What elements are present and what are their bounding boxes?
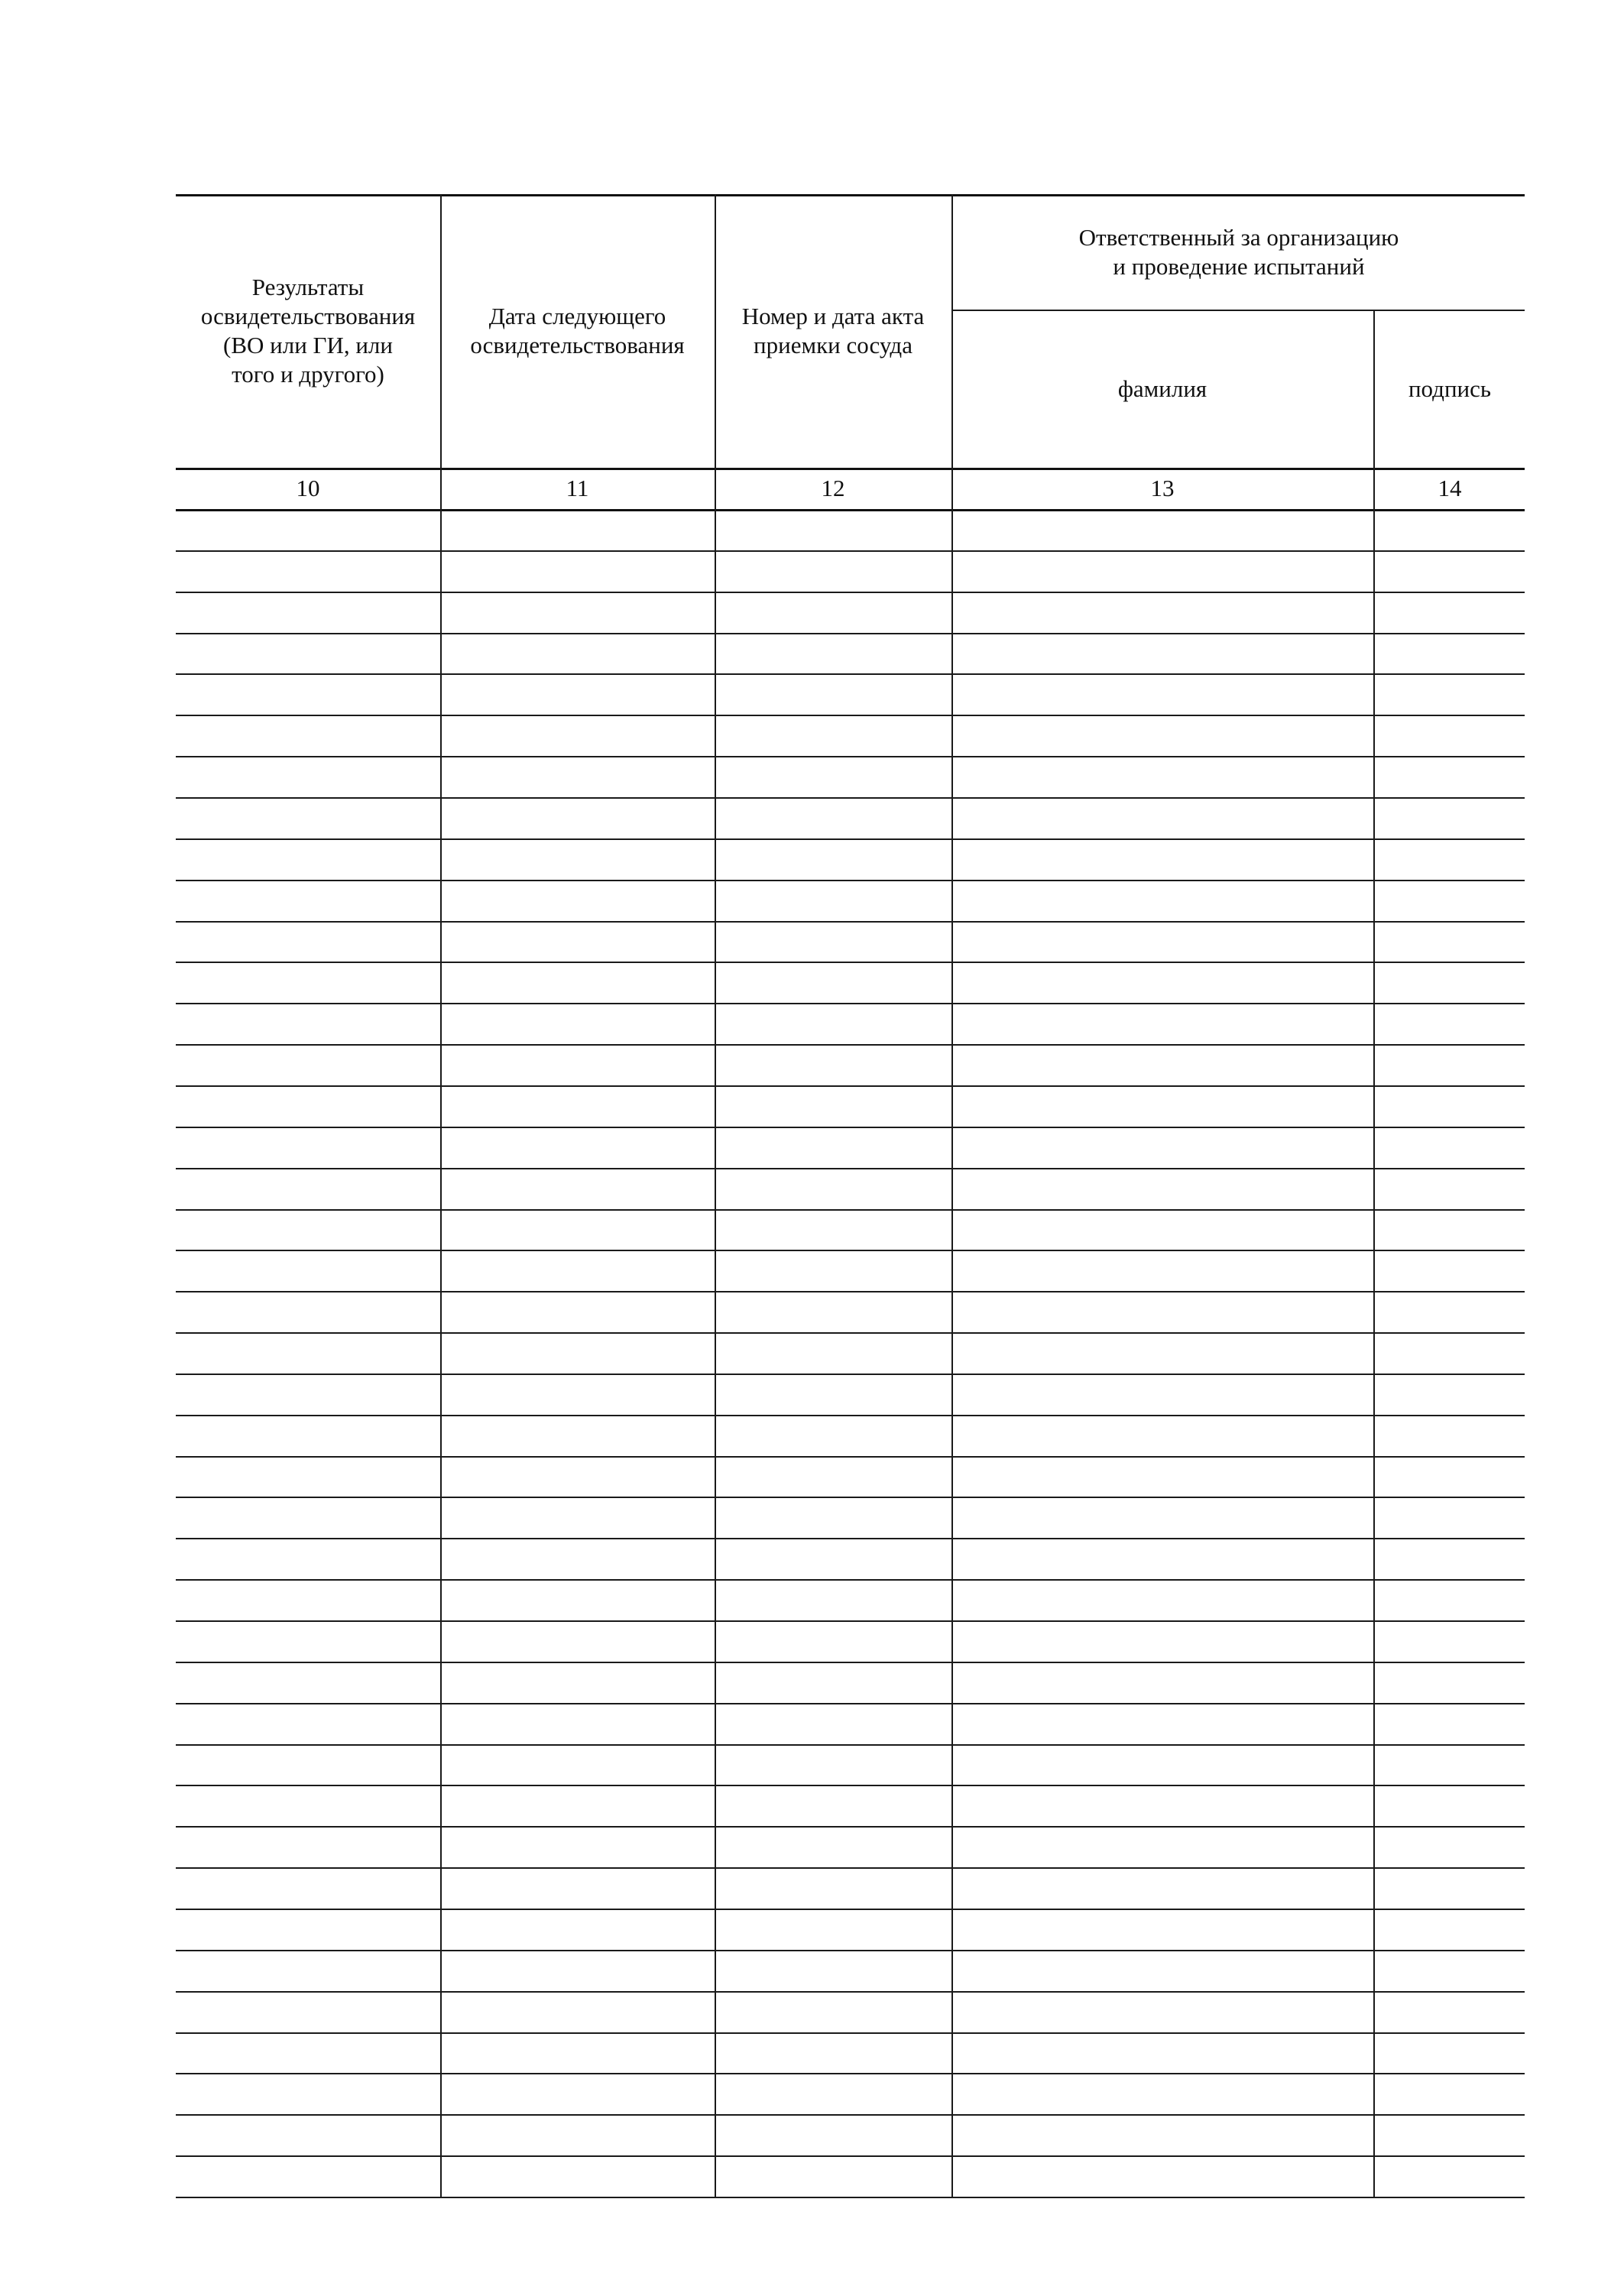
row-26-cell-10[interactable]: [177, 1539, 440, 1578]
row-23-cell-12[interactable]: [716, 1416, 951, 1455]
row-7-cell-13[interactable]: [953, 757, 1373, 796]
row-27-cell-14[interactable]: [1375, 1581, 1525, 1620]
row-40-cell-11[interactable]: [442, 2116, 715, 2155]
row-33-cell-14[interactable]: [1375, 1828, 1525, 1867]
column-number-12: 12: [821, 475, 845, 501]
row-36-cell-14[interactable]: [1375, 1951, 1525, 1990]
row-28-cell-12[interactable]: [716, 1622, 951, 1661]
row-25-cell-13[interactable]: [953, 1498, 1373, 1537]
header-responsible-group: Ответственный за организацию и проведение испытаний: [1078, 223, 1399, 280]
row-34-cell-10[interactable]: [177, 1869, 440, 1908]
row-4-cell-12[interactable]: [716, 634, 951, 673]
row-19-cell-10[interactable]: [177, 1251, 440, 1290]
row-3-cell-14[interactable]: [1375, 593, 1525, 632]
row-11-cell-10[interactable]: [177, 923, 440, 962]
row-39-cell-10[interactable]: [177, 2074, 440, 2113]
row-7-cell-14[interactable]: [1375, 757, 1525, 796]
row-1-cell-10[interactable]: [177, 511, 440, 550]
row-27-cell-10[interactable]: [177, 1581, 440, 1620]
row-8-cell-10[interactable]: [177, 799, 440, 838]
row-1-cell-14[interactable]: [1375, 511, 1525, 550]
row-40-cell-10[interactable]: [177, 2116, 440, 2155]
row-25-cell-10[interactable]: [177, 1498, 440, 1537]
row-9-cell-12[interactable]: [716, 840, 951, 879]
row-39-cell-14[interactable]: [1375, 2074, 1525, 2113]
row-28-cell-14[interactable]: [1375, 1622, 1525, 1661]
row-12-cell-13[interactable]: [953, 963, 1373, 1002]
row-5-cell-11[interactable]: [442, 675, 715, 714]
row-23-cell-11[interactable]: [442, 1416, 715, 1455]
row-40-cell-14[interactable]: [1375, 2116, 1525, 2155]
row-7-cell-11[interactable]: [442, 757, 715, 796]
row-41-cell-10[interactable]: [177, 2157, 440, 2196]
row-23-cell-10[interactable]: [177, 1416, 440, 1455]
row-29-cell-12[interactable]: [716, 1663, 951, 1702]
row-19-cell-11[interactable]: [442, 1251, 715, 1290]
row-3-cell-13[interactable]: [953, 593, 1373, 632]
row-10-cell-11[interactable]: [442, 881, 715, 920]
row-3-cell-12[interactable]: [716, 593, 951, 632]
row-40-cell-12[interactable]: [716, 2116, 951, 2155]
row-11-cell-14[interactable]: [1375, 923, 1525, 962]
row-41-bottom-line: [176, 2197, 1525, 2198]
row-9-cell-10[interactable]: [177, 840, 440, 879]
row-5-cell-14[interactable]: [1375, 675, 1525, 714]
row-20-cell-10[interactable]: [177, 1292, 440, 1331]
row-36-cell-12[interactable]: [716, 1951, 951, 1990]
row-16-cell-11[interactable]: [442, 1128, 715, 1167]
row-8-cell-13[interactable]: [953, 799, 1373, 838]
row-17-cell-10[interactable]: [177, 1169, 440, 1208]
header-act: Номер и дата акта приемки сосуда: [741, 303, 925, 358]
row-36-cell-11[interactable]: [442, 1951, 715, 1990]
row-4-cell-10[interactable]: [177, 634, 440, 673]
row-33-cell-10[interactable]: [177, 1828, 440, 1867]
row-13-cell-10[interactable]: [177, 1004, 440, 1043]
row-26-cell-14[interactable]: [1375, 1539, 1525, 1578]
row-38-cell-10[interactable]: [177, 2034, 440, 2073]
row-27-cell-13[interactable]: [953, 1581, 1373, 1620]
row-12-cell-11[interactable]: [442, 963, 715, 1002]
row-15-cell-13[interactable]: [953, 1087, 1373, 1126]
row-40-cell-13[interactable]: [953, 2116, 1373, 2155]
row-7-cell-10[interactable]: [177, 757, 440, 796]
row-23-cell-14[interactable]: [1375, 1416, 1525, 1455]
column-number-14: 14: [1438, 475, 1462, 501]
row-35-cell-10[interactable]: [177, 1910, 440, 1949]
row-6-cell-10[interactable]: [177, 716, 440, 755]
row-29-cell-10[interactable]: [177, 1663, 440, 1702]
row-11-cell-13[interactable]: [953, 923, 1373, 962]
row-39-cell-11[interactable]: [442, 2074, 715, 2113]
row-3-cell-10[interactable]: [177, 593, 440, 632]
row-38-cell-11[interactable]: [442, 2034, 715, 2073]
row-4-cell-14[interactable]: [1375, 634, 1525, 673]
row-33-cell-13[interactable]: [953, 1828, 1373, 1867]
row-27-cell-11[interactable]: [442, 1581, 715, 1620]
row-17-cell-13[interactable]: [953, 1169, 1373, 1208]
row-41-cell-12[interactable]: [716, 2157, 951, 2196]
row-22-cell-13[interactable]: [953, 1375, 1373, 1414]
row-37-cell-11[interactable]: [442, 1993, 715, 2032]
row-32-cell-10[interactable]: [177, 1786, 440, 1825]
row-18-cell-10[interactable]: [177, 1211, 440, 1250]
row-25-cell-12[interactable]: [716, 1498, 951, 1537]
row-4-cell-11[interactable]: [442, 634, 715, 673]
row-32-cell-13[interactable]: [953, 1786, 1373, 1825]
column-number-13: 13: [1150, 475, 1175, 501]
row-33-cell-12[interactable]: [716, 1828, 951, 1867]
row-27-cell-12[interactable]: [716, 1581, 951, 1620]
row-12-cell-10[interactable]: [177, 963, 440, 1002]
row-21-cell-10[interactable]: [177, 1334, 440, 1373]
row-19-cell-12[interactable]: [716, 1251, 951, 1290]
row-35-cell-12[interactable]: [716, 1910, 951, 1949]
row-13-cell-14[interactable]: [1375, 1004, 1525, 1043]
row-31-cell-11[interactable]: [442, 1746, 715, 1785]
row-30-cell-11[interactable]: [442, 1704, 715, 1743]
row-15-cell-11[interactable]: [442, 1087, 715, 1126]
row-9-cell-14[interactable]: [1375, 840, 1525, 879]
row-10-cell-13[interactable]: [953, 881, 1373, 920]
row-14-cell-10[interactable]: [177, 1046, 440, 1085]
row-25-cell-11[interactable]: [442, 1498, 715, 1537]
row-12-cell-12[interactable]: [716, 963, 951, 1002]
row-36-cell-13[interactable]: [953, 1951, 1373, 1990]
row-14-cell-14[interactable]: [1375, 1046, 1525, 1085]
row-13-cell-12[interactable]: [716, 1004, 951, 1043]
row-22-cell-14[interactable]: [1375, 1375, 1525, 1414]
row-4-cell-13[interactable]: [953, 634, 1373, 673]
row-38-cell-12[interactable]: [716, 2034, 951, 2073]
row-17-cell-11[interactable]: [442, 1169, 715, 1208]
row-36-cell-10[interactable]: [177, 1951, 440, 1990]
row-18-cell-13[interactable]: [953, 1211, 1373, 1250]
row-17-cell-12[interactable]: [716, 1169, 951, 1208]
row-6-cell-14[interactable]: [1375, 716, 1525, 755]
row-20-cell-11[interactable]: [442, 1292, 715, 1331]
row-2-cell-14[interactable]: [1375, 552, 1525, 591]
row-34-cell-13[interactable]: [953, 1869, 1373, 1908]
row-2-cell-11[interactable]: [442, 552, 715, 591]
row-2-cell-10[interactable]: [177, 552, 440, 591]
row-13-cell-13[interactable]: [953, 1004, 1373, 1043]
row-5-cell-12[interactable]: [716, 675, 951, 714]
row-31-cell-10[interactable]: [177, 1746, 440, 1785]
row-34-cell-12[interactable]: [716, 1869, 951, 1908]
row-3-cell-11[interactable]: [442, 593, 715, 632]
row-38-cell-13[interactable]: [953, 2034, 1373, 2073]
row-15-cell-10[interactable]: [177, 1087, 440, 1126]
row-16-cell-14[interactable]: [1375, 1128, 1525, 1167]
row-19-cell-13[interactable]: [953, 1251, 1373, 1290]
row-34-cell-11[interactable]: [442, 1869, 715, 1908]
row-31-cell-12[interactable]: [716, 1746, 951, 1785]
row-32-cell-14[interactable]: [1375, 1786, 1525, 1825]
row-5-cell-13[interactable]: [953, 675, 1373, 714]
row-24-cell-14[interactable]: [1375, 1458, 1525, 1497]
row-32-cell-11[interactable]: [442, 1786, 715, 1825]
row-37-cell-13[interactable]: [953, 1993, 1373, 2032]
row-18-cell-12[interactable]: [716, 1211, 951, 1250]
row-41-cell-13[interactable]: [953, 2157, 1373, 2196]
row-16-cell-10[interactable]: [177, 1128, 440, 1167]
row-22-cell-11[interactable]: [442, 1375, 715, 1414]
row-37-cell-10[interactable]: [177, 1993, 440, 2032]
header-signature: подпись: [1408, 375, 1492, 402]
row-10-cell-10[interactable]: [177, 881, 440, 920]
row-8-cell-12[interactable]: [716, 799, 951, 838]
row-22-cell-12[interactable]: [716, 1375, 951, 1414]
row-15-cell-14[interactable]: [1375, 1087, 1525, 1126]
row-41-cell-14[interactable]: [1375, 2157, 1525, 2196]
row-16-cell-12[interactable]: [716, 1128, 951, 1167]
row-30-cell-13[interactable]: [953, 1704, 1373, 1743]
row-26-cell-13[interactable]: [953, 1539, 1373, 1578]
row-21-cell-11[interactable]: [442, 1334, 715, 1373]
row-24-cell-12[interactable]: [716, 1458, 951, 1497]
row-1-cell-13[interactable]: [953, 511, 1373, 550]
row-28-cell-11[interactable]: [442, 1622, 715, 1661]
row-37-cell-12[interactable]: [716, 1993, 951, 2032]
row-30-cell-10[interactable]: [177, 1704, 440, 1743]
row-37-cell-14[interactable]: [1375, 1993, 1525, 2032]
row-23-cell-13[interactable]: [953, 1416, 1373, 1455]
row-10-cell-12[interactable]: [716, 881, 951, 920]
row-29-cell-14[interactable]: [1375, 1663, 1525, 1702]
row-1-cell-12[interactable]: [716, 511, 951, 550]
row-14-cell-13[interactable]: [953, 1046, 1373, 1085]
row-9-cell-11[interactable]: [442, 840, 715, 879]
row-21-cell-12[interactable]: [716, 1334, 951, 1373]
row-24-cell-13[interactable]: [953, 1458, 1373, 1497]
column-number-11: 11: [566, 475, 589, 501]
row-14-cell-12[interactable]: [716, 1046, 951, 1085]
row-22-cell-10[interactable]: [177, 1375, 440, 1414]
row-31-cell-14[interactable]: [1375, 1746, 1525, 1785]
row-17-cell-14[interactable]: [1375, 1169, 1525, 1208]
row-6-cell-12[interactable]: [716, 716, 951, 755]
row-29-cell-13[interactable]: [953, 1663, 1373, 1702]
column-number-10: 10: [296, 475, 320, 501]
row-39-cell-13[interactable]: [953, 2074, 1373, 2113]
header-bottom-border: [176, 468, 1525, 470]
row-8-cell-14[interactable]: [1375, 799, 1525, 838]
row-20-cell-14[interactable]: [1375, 1292, 1525, 1331]
row-33-cell-11[interactable]: [442, 1828, 715, 1867]
row-39-cell-12[interactable]: [716, 2074, 951, 2113]
row-11-cell-12[interactable]: [716, 923, 951, 962]
row-32-cell-12[interactable]: [716, 1786, 951, 1825]
row-31-cell-13[interactable]: [953, 1746, 1373, 1785]
row-1-cell-11[interactable]: [442, 511, 715, 550]
row-26-cell-12[interactable]: [716, 1539, 951, 1578]
header-next-date: Дата следующего освидетельствования: [470, 303, 685, 358]
row-20-cell-12[interactable]: [716, 1292, 951, 1331]
row-12-cell-14[interactable]: [1375, 963, 1525, 1002]
row-11-cell-11[interactable]: [442, 923, 715, 962]
row-7-cell-12[interactable]: [716, 757, 951, 796]
row-2-cell-13[interactable]: [953, 552, 1373, 591]
row-35-cell-14[interactable]: [1375, 1910, 1525, 1949]
row-21-cell-14[interactable]: [1375, 1334, 1525, 1373]
row-21-cell-13[interactable]: [953, 1334, 1373, 1373]
row-30-cell-14[interactable]: [1375, 1704, 1525, 1743]
row-18-cell-14[interactable]: [1375, 1211, 1525, 1250]
row-34-cell-14[interactable]: [1375, 1869, 1525, 1908]
row-20-cell-13[interactable]: [953, 1292, 1373, 1331]
header-results: Результаты освидетельствования (ВО или ГИ, или того и другого): [200, 274, 416, 388]
row-29-cell-11[interactable]: [442, 1663, 715, 1702]
row-28-cell-13[interactable]: [953, 1622, 1373, 1661]
row-14-cell-11[interactable]: [442, 1046, 715, 1085]
row-26-cell-11[interactable]: [442, 1539, 715, 1578]
header-surname: фамилия: [1117, 375, 1207, 402]
row-2-cell-12[interactable]: [716, 552, 951, 591]
row-24-cell-10[interactable]: [177, 1458, 440, 1497]
row-6-cell-11[interactable]: [442, 716, 715, 755]
row-19-cell-14[interactable]: [1375, 1251, 1525, 1290]
row-8-cell-11[interactable]: [442, 799, 715, 838]
row-13-cell-11[interactable]: [442, 1004, 715, 1043]
row-5-cell-10[interactable]: [177, 675, 440, 714]
row-15-cell-12[interactable]: [716, 1087, 951, 1126]
row-10-cell-14[interactable]: [1375, 881, 1525, 920]
row-25-cell-14[interactable]: [1375, 1498, 1525, 1537]
row-30-cell-12[interactable]: [716, 1704, 951, 1743]
row-35-cell-13[interactable]: [953, 1910, 1373, 1949]
row-18-cell-11[interactable]: [442, 1211, 715, 1250]
row-38-cell-14[interactable]: [1375, 2034, 1525, 2073]
row-9-cell-13[interactable]: [953, 840, 1373, 879]
row-24-cell-11[interactable]: [442, 1458, 715, 1497]
row-28-cell-10[interactable]: [177, 1622, 440, 1661]
row-6-cell-13[interactable]: [953, 716, 1373, 755]
row-41-cell-11[interactable]: [442, 2157, 715, 2196]
row-16-cell-13[interactable]: [953, 1128, 1373, 1167]
row-35-cell-11[interactable]: [442, 1910, 715, 1949]
